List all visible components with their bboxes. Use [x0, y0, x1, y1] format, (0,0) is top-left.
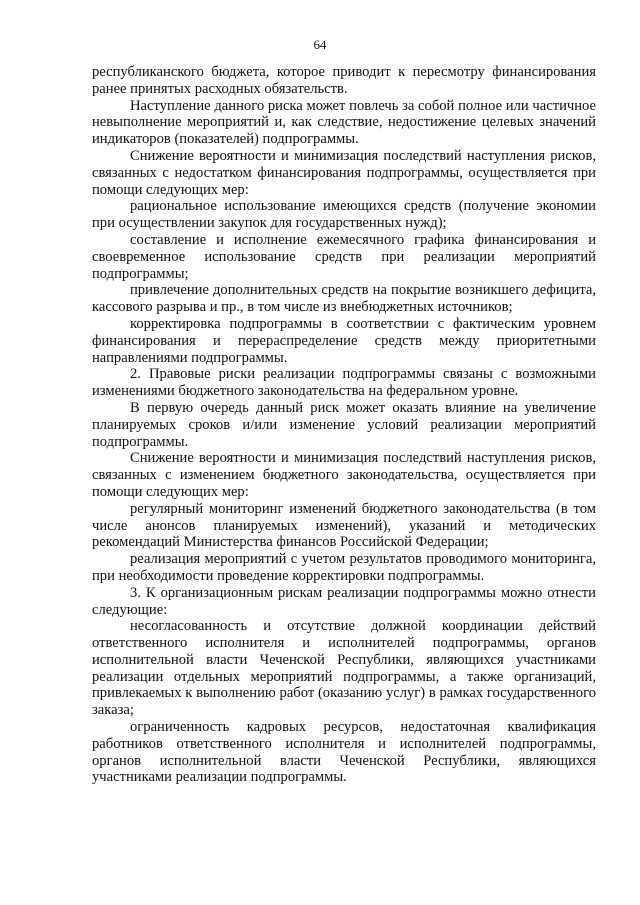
paragraph-organizational-risks-intro: 3. К организационным рискам реализации подпрограммы можно отнести следующие:: [92, 584, 596, 618]
paragraph-measure-monthly-schedule: составление и исполнение ежемесячного графика финансирования и своевременное использование средств при реализации мероприятий подпрограммы;: [92, 231, 596, 282]
page-number: 64: [313, 37, 327, 52]
paragraph-measure-implementation: реализация мероприятий с учетом результатов проводимого мониторинга, при необходимости проведение корректировки подпрограммы.: [92, 551, 596, 584]
paragraph-legal-risks: 2. Правовые риски реализации подпрограммы связаны с возможными изменениями бюджетного законодательства на федеральном уровне.: [92, 366, 596, 400]
document-body: [92, 64, 596, 786]
paragraph-legal-risk-measures-intro: Снижение вероятности и минимизация последствий наступления рисков, связанных с изменением бюджетного законодательства, осуществляется при помощи следующих мер:: [92, 450, 596, 500]
paragraph-financing-risk-measures-intro: Снижение вероятности и минимизация последствий наступления рисков, связанных с недостатком финансирования подпрограммы, осуществляется при помощи следующих мер:: [92, 147, 596, 198]
paragraph-measure-correction: корректировка подпрограммы в соответствии с фактическим уровнем финансирования и перераспределение средств между приоритетными направлениями подпрограммы.: [92, 315, 596, 366]
paragraph-risk-coordination: несогласованность и отсутствие должной координации действий ответственного исполнителя и исполнителей подпрограммы, органов исполнительной власти Чеченской Республики, являющихся участниками реализации отдельных мероприятий подпрограммы, а также организаций, привлекаемых к выполнению работ (оказанию услуг) в рамках государственного заказа;: [92, 618, 596, 719]
paragraph-measure-additional-funds: привлечение дополнительных средств на покрытие возникшего дефицита, кассового разрыва и пр., в том числе из внебюджетных источников;: [92, 282, 596, 316]
paragraph-measure-rational-use: рациональное использование имеющихся средств (получение экономии при осуществлении закупок для государственных нужд);: [92, 198, 596, 232]
paragraph-legal-risk-impact: В первую очередь данный риск может оказать влияние на увеличение планируемых сроков и/или изменение условий реализации мероприятий подпрограммы.: [92, 399, 596, 450]
paragraph-budget-revision: республиканского бюджета, которое приводит к пересмотру финансирования ранее принятых расходных обязательств.: [92, 64, 596, 97]
paragraph-measure-monitoring: регулярный мониторинг изменений бюджетного законодательства (в том числе анонсов планируемых изменений), указаний и методических рекомендаций Министерства финансов Российской Федерации;: [92, 500, 596, 551]
paragraph-risk-consequence: Наступление данного риска может повлечь за собой полное или частичное невыполнение мероприятий и, как следствие, недостижение целевых значений индикаторов (показателей) подпрограммы.: [92, 97, 596, 148]
paragraph-risk-personnel: ограниченность кадровых ресурсов, недостаточная квалификация работников ответственного исполнителя и исполнителей подпрограммы, органов исполнительной власти Чеченской Республики, являющихся участниками реализации подпрограммы.: [92, 719, 596, 786]
